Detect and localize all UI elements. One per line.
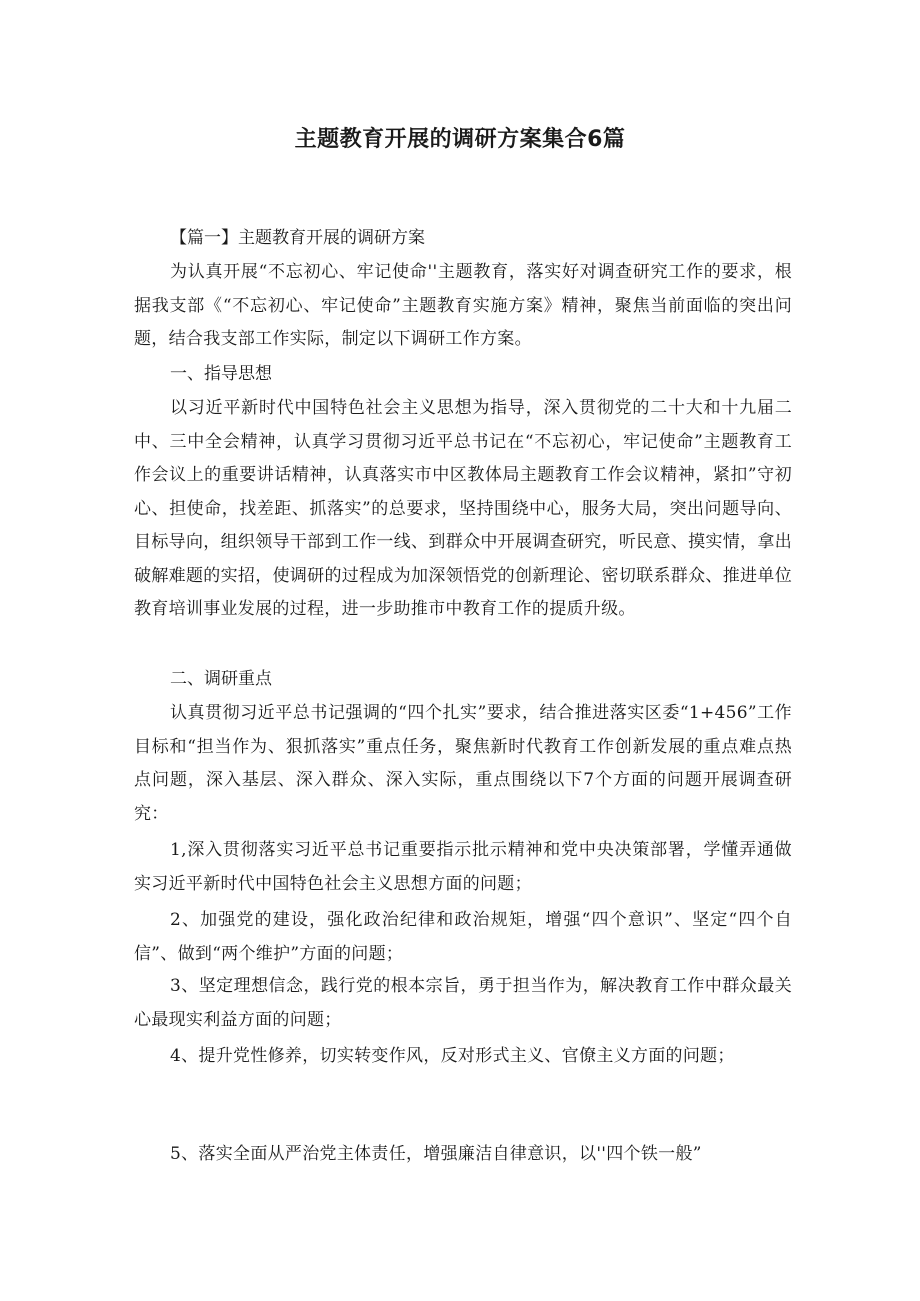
research-focus-paragraph: 认真贯彻习近平总书记强调的“四个扎实”要求，结合推进落实区委“1+456”工作目标和“担当作为、狠抓落实”重点任务，聚焦新时代教育工作创新发展的重点难点热点问题，深入基层、深入群众、深入实际，重点围绕以下7个方面的问题开展调查研究： [134, 703, 792, 824]
list-item-5: 5、落实全面从严治党主体责任，增强廉洁自律意识，以''四个铁一般” [170, 1144, 702, 1164]
heading-research-focus: 二、调研重点 [170, 669, 272, 689]
document-title: 主题教育开展的调研方案集合6篇 [294, 127, 626, 152]
list-item-3: 3、坚定理想信念，践行党的根本宗旨，勇于担当作为，解决教育工作中群众最关心最现实利益方面的问题； [134, 976, 792, 1030]
list-item-2: 2、加强党的建设，强化政治纪律和政治规矩，增强“四个意识”、坚定“四个自信”、做到“两个维护”方面的问题； [134, 910, 792, 964]
list-item-1: 1,深入贯彻落实习近平总书记重要指示批示精神和党中央决策部署，学懂弄通做实习近平新时代中国特色社会主义思想方面的问题； [134, 840, 792, 894]
guiding-thought-paragraph: 以习近平新时代中国特色社会主义思想为指导，深入贯彻党的二十大和十九届二中、三中全会精神，认真学习贯彻习近平总书记在“不忘初心，牢记使命”主题教育工作会议上的重要讲话精神，认真落实市中区教体局主题教育工作会议精神，紧扣”守初心、担使命，找差距、抓落实”的总要求，坚持围绕中心，服务大局，突出问题导向、目标导向，组织领导干部到工作一线、到群众中开展调查研究，听民意、摸实情，拿出破解难题的实招，使调研的过程成为加深领悟党的创新理论、密切联系群众、推进单位教育培训事业发展的过程，进一步助推市中教育工作的提质升级。 [134, 398, 792, 619]
section-title: 【篇一】主题教育开展的调研方案 [170, 228, 425, 248]
list-item-4: 4、提升党性修养，切实转变作风，反对形式主义、官僚主义方面的问题； [170, 1046, 735, 1066]
heading-guiding-thought: 一、指导思想 [170, 364, 272, 384]
intro-paragraph: 为认真开展“不忘初心、牢记使命''主题教育，落实好对调查研究工作的要求，根据我支部《“不忘初心、牢记使命”主题教育实施方案》精神，聚焦当前面临的突出问题，结合我支部工作实际，制定以下调研工作方案。 [134, 262, 792, 349]
